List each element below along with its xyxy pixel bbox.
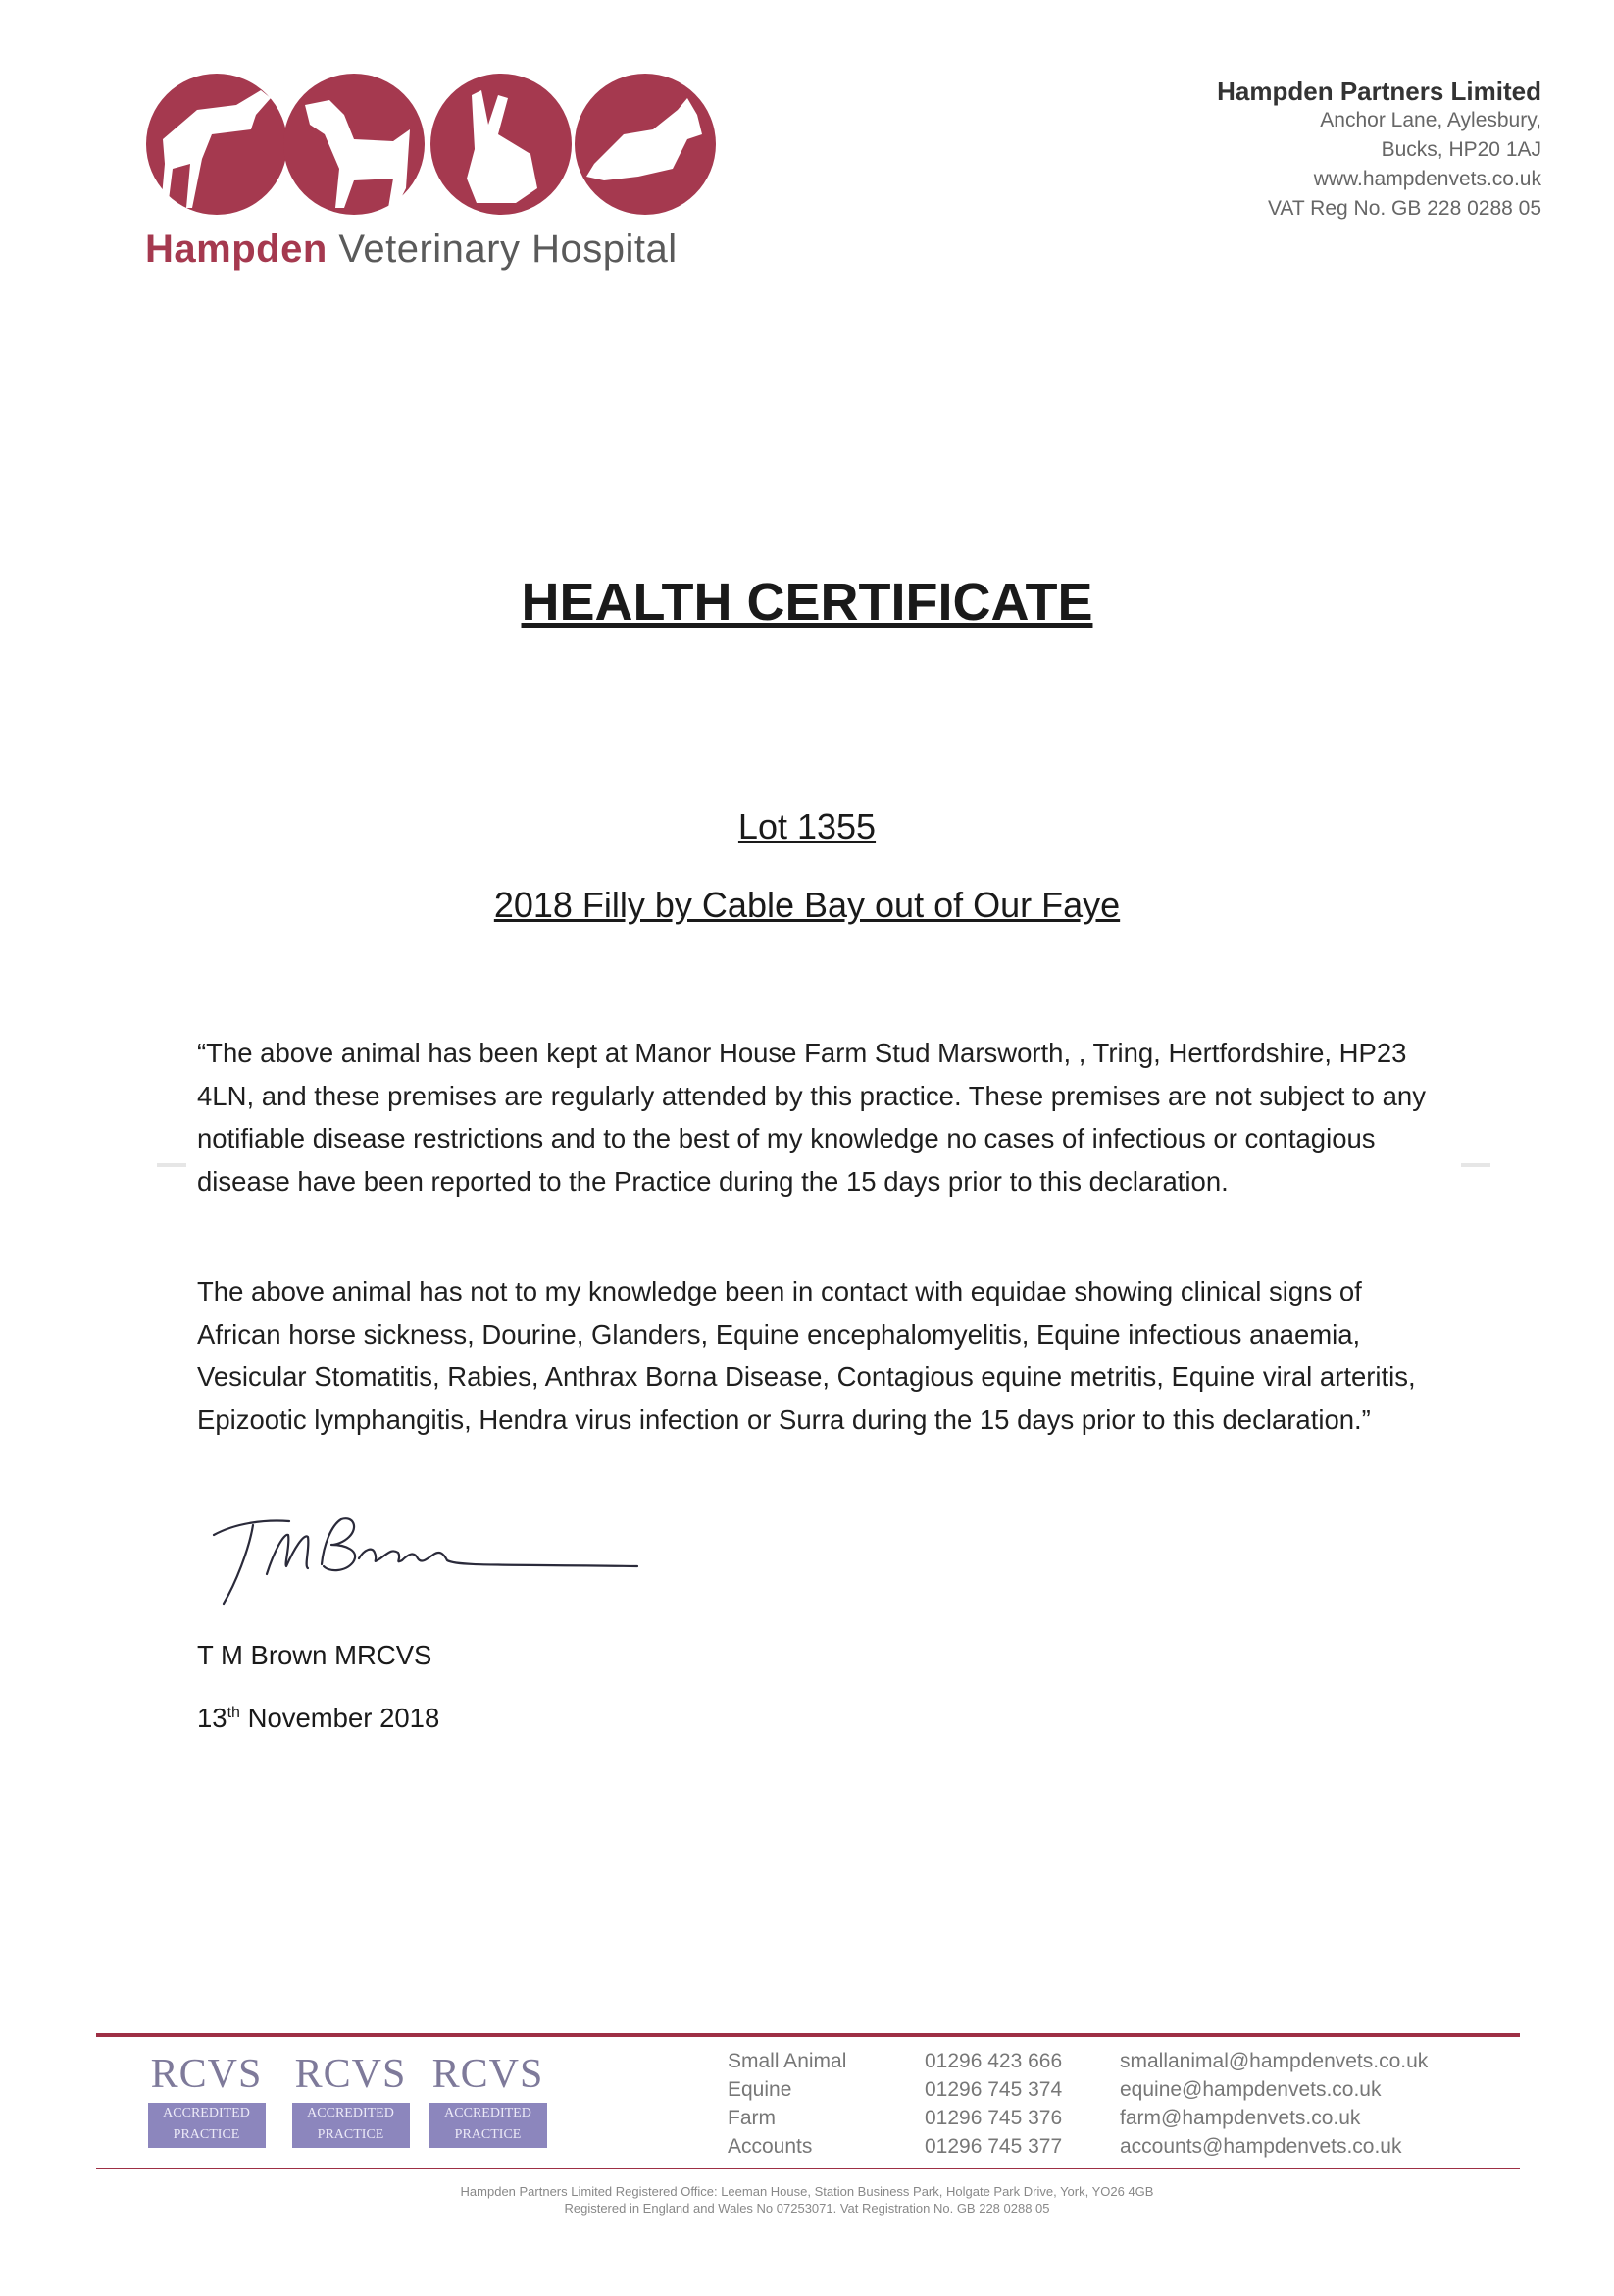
- rcvs-plate: [148, 2103, 266, 2148]
- rcvs-plate-line-2: PRACTICE: [454, 2127, 522, 2142]
- logo-subtitle: Veterinary Hospital: [338, 228, 678, 271]
- rcvs-accredited-badge: [422, 2052, 554, 2160]
- website-link[interactable]: www.hampdenvets.co.uk: [1313, 168, 1541, 190]
- address-line-1: Anchor Lane, Aylesbury,: [1320, 109, 1541, 131]
- contact-label: Accounts: [728, 2135, 813, 2158]
- contact-phone[interactable]: 01296 745 376: [925, 2107, 1063, 2129]
- date-day: 13: [197, 1703, 227, 1733]
- hampden-logo: [143, 71, 722, 218]
- registered-office-info: [0, 2183, 1614, 2217]
- scan-mark-left: [157, 1163, 186, 1167]
- rcvs-plate: [292, 2103, 410, 2148]
- rcvs-accredited-badge: [140, 2052, 273, 2160]
- company-name-part-1: Hampden: [1217, 77, 1334, 106]
- rcvs-wordmark: RCVS: [150, 2052, 263, 2097]
- signature-date: [197, 1703, 439, 1734]
- company-name-part-2: Partners Limited: [1339, 77, 1541, 106]
- address-line-2: Bucks, HP20 1AJ: [1381, 138, 1541, 161]
- date-month-year: November 2018: [239, 1703, 440, 1733]
- logo-brand: Hampden: [145, 228, 328, 271]
- certificate-title: HEALTH CERTIFICATE: [521, 573, 1093, 632]
- rcvs-plate-line-1: ACCREDITED: [444, 2106, 531, 2120]
- contact-email[interactable]: smallanimal@hampdenvets.co.uk: [1120, 2050, 1429, 2072]
- footer-divider-top: [96, 2033, 1520, 2037]
- declaration-paragraph-1: “The above animal has been kept at Manor House Farm Stud Marsworth, , Tring, Hertfordshire, HP23 4LN, and these premises are regularly attended by this practice. These premises are not subject to any notifiable disease restrictions and to the best of my knowledge no cases of infectious or contagious disease have been reported to the Practice during the 15 days prior to this declaration.: [197, 1038, 1426, 1197]
- rcvs-plate-line-2: PRACTICE: [173, 2127, 240, 2142]
- contact-email[interactable]: equine@hampdenvets.co.uk: [1120, 2078, 1382, 2101]
- contact-email[interactable]: accounts@hampdenvets.co.uk: [1120, 2135, 1402, 2158]
- company-name: [1217, 77, 1541, 106]
- contact-phone[interactable]: 01296 745 377: [925, 2135, 1063, 2158]
- contact-phones: [925, 2047, 1062, 2161]
- rcvs-plate-line-1: ACCREDITED: [163, 2106, 250, 2120]
- rcvs-wordmark: RCVS: [294, 2052, 407, 2097]
- contact-labels: [728, 2047, 846, 2161]
- contact-emails: [1120, 2047, 1428, 2161]
- date-suffix: th: [227, 1704, 240, 1721]
- contact-label: Farm: [728, 2107, 776, 2129]
- vat-number: VAT Reg No. GB 228 0288 05: [1267, 197, 1541, 220]
- handwritten-signature: [206, 1505, 677, 1613]
- contact-label: Equine: [728, 2078, 792, 2101]
- declaration-paragraph-2: The above animal has not to my knowledge been in contact with equidae showing clinical signs of African horse sickness, Dourine, Glanders, Equine encephalomyelitis, Equine infectious anaemia, Vesicular Stomatitis, Rabies, Anthrax Borna Disease, Contagious equine metritis, Equine viral arteritis, Epizootic lymphangitis, Hendra virus infection or Surra during the 15 days prior to this declaration.”: [197, 1276, 1416, 1435]
- rcvs-plate-line-2: PRACTICE: [317, 2127, 384, 2142]
- registered-office-line: Hampden Partners Limited Registered Office: Leeman House, Station Business Park, Holgate Park Drive, York, YO26 4GB: [460, 2184, 1154, 2199]
- scan-mark-right: [1461, 1163, 1490, 1167]
- rcvs-accredited-badge: [284, 2052, 417, 2160]
- contact-phone[interactable]: 01296 745 374: [925, 2078, 1063, 2101]
- rcvs-plate-line-1: ACCREDITED: [307, 2106, 394, 2120]
- contact-email[interactable]: farm@hampdenvets.co.uk: [1120, 2107, 1361, 2129]
- contact-label: Small Animal: [728, 2050, 847, 2072]
- rcvs-plate: [429, 2103, 547, 2148]
- contact-phone[interactable]: 01296 423 666: [925, 2050, 1063, 2072]
- rcvs-wordmark: RCVS: [431, 2052, 544, 2097]
- footer-divider-bottom: [96, 2168, 1520, 2169]
- animal-description: 2018 Filly by Cable Bay out of Our Faye: [493, 885, 1121, 925]
- registration-number-line: Registered in England and Wales No 07253071. Vat Registration No. GB 228 0288 05: [564, 2201, 1050, 2216]
- company-address-block: [1217, 77, 1541, 224]
- signatory-name: T M Brown MRCVS: [197, 1640, 432, 1670]
- logo-wordmark: [145, 228, 678, 272]
- lot-number: Lot 1355: [737, 806, 877, 846]
